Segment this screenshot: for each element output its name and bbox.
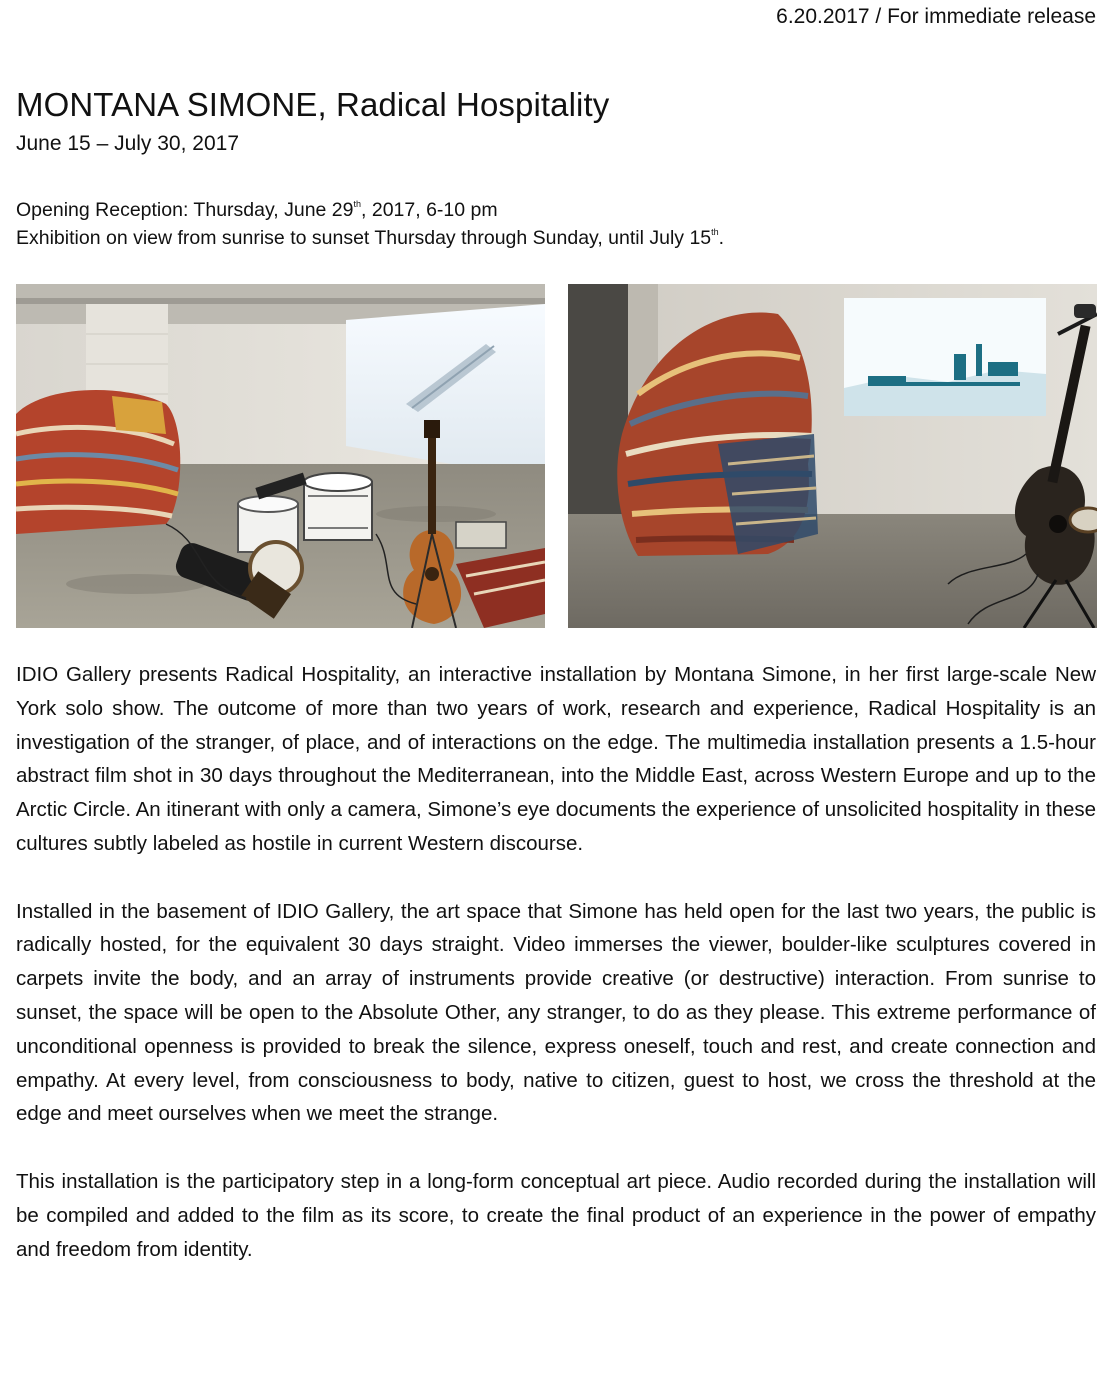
ordinal-suffix: th [353,199,362,209]
release-date-line: 6.20.2017 / For immediate release [776,5,1096,28]
reception-info [16,196,1096,252]
installation-photo-left-image [16,284,545,628]
reception-text: Opening Reception: Thursday, June 29 [16,199,354,221]
installation-photo-left [16,284,545,628]
body-paragraph: This installation is the participatory step in a long-form conceptual art piece. Audio recorded during the installation will be compiled and added to the film as its score, to create the final product of an experience in the power of empathy and freedom from identity. [16,1169,1096,1261]
page-title: MONTANA SIMONE, Radical Hospitality [16,86,610,123]
reception-text-end: , 2017, 6-10 pm [361,199,498,221]
ordinal-suffix: th [711,227,719,237]
viewing-hours-line [16,224,1096,252]
exhibition-dates: June 15 – July 30, 2017 [16,132,240,155]
installation-photo-right-image [568,284,1097,628]
installation-photo-right [568,284,1097,628]
press-release-body [16,658,1096,1266]
body-paragraph: Installed in the basement of IDIO Gallery, the art space that Simone has held open for the last two years, the public is radically hosted, for the equivalent 30 days straight. Video immerses the viewer, boulder-like sculptures covered in carpets invite the body, and an array of instruments provide creative (or destructive) interaction. From sunrise to sunset, the space will be open to the Absolute Other, any stranger, to do as they please. This extreme performance of unconditional openness is provided to break the silence, express oneself, touch and rest, and create connection and empathy. At every level, from consciousness to body, native to citizen, guest to host, we cross the threshold at the edge and meet ourselves when we meet the strange. [16,899,1096,1126]
body-paragraph: IDIO Gallery presents Radical Hospitality, an interactive installation by Montana Simone, in her first large-scale New York solo show. The outcome of more than two years of work, research and experience, Radical Hospitality is an investigation of the stranger, of place, and of interactions on the edge. The multimedia installation presents a 1.5-hour abstract film shot in 30 days throughout the Mediterranean, into the Middle East, across Western Europe and up to the Arctic Circle. An itinerant with only a camera, Simone’s eye documents the experience of unsolicited hospitality in these cultures subtly labeled as hostile in current Western discourse. [16,663,1096,855]
opening-reception-line [16,196,1096,224]
viewing-text-end: . [718,227,725,249]
viewing-text: Exhibition on view from sunrise to sunset Thursday through Sunday, until July 15 [16,227,712,249]
